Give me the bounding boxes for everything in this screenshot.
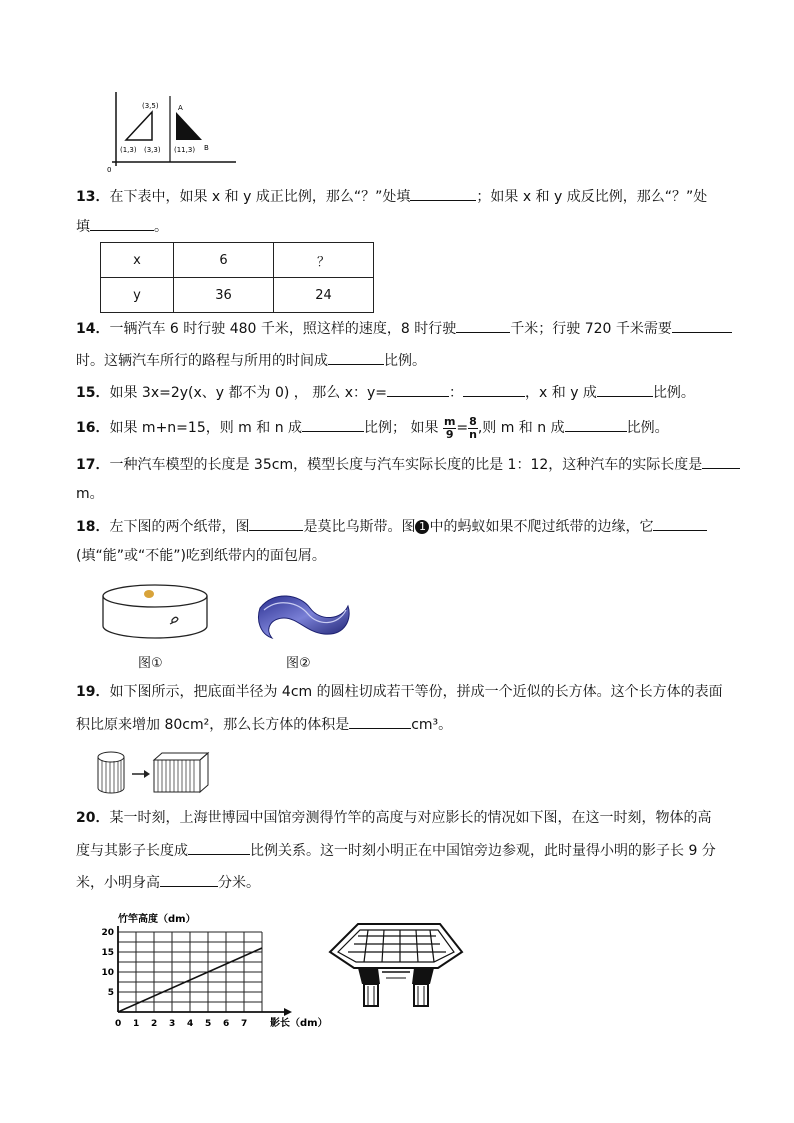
q16-blank-2[interactable] — [565, 417, 627, 432]
q13-text-d: 。 — [154, 219, 168, 235]
x-tick-label: 0 — [115, 1019, 122, 1029]
q20-text-a: 某一时刻，上海世博园中国馆旁测得竹竿的高度与对应影长的情况如下图，在这一时刻，物体的高 — [109, 810, 712, 826]
fraction-numerator: m — [443, 414, 456, 428]
q17-line1 — [76, 454, 740, 475]
table-row — [101, 243, 374, 278]
q19-number: 19． — [76, 684, 110, 700]
q15-text-c: ，x 和 y 成 — [525, 385, 597, 401]
table-cell: x — [101, 243, 174, 278]
circled-number: 1 — [415, 520, 429, 534]
q20-text-e: 分米。 — [218, 875, 260, 891]
q13-table — [100, 242, 374, 313]
mobius-strip-figure — [254, 588, 354, 644]
q15-text-a: 如果 3x=2y(x、y 都不为 0) ， 那么 x：y= — [109, 385, 388, 401]
q18-number: 18． — [76, 519, 110, 535]
label-top: (3,5) — [142, 102, 159, 110]
x-tick-label: 2 — [151, 1019, 158, 1029]
q17-text-b: m。 — [76, 486, 104, 502]
q18-blank-2[interactable] — [653, 516, 707, 531]
paper-ring-figure — [100, 582, 210, 644]
q17-text-a: 一种汽车模型的长度是 35cm，模型长度与汽车实际长度的比是 1：12，这种汽车的实际长度是 — [109, 457, 703, 473]
q18-text-d: (填“能”或“不能”)吃到纸带内的面包屑。 — [76, 548, 326, 564]
q15-blank-1[interactable] — [387, 382, 449, 397]
bread-crumb-icon — [144, 590, 154, 598]
chart-y-ticks — [101, 928, 114, 998]
q18-text-a: 左下图的两个纸带，图 — [109, 519, 250, 535]
q19-line2 — [76, 714, 452, 735]
q14-text-b: 千米；行驶 720 千米需要 — [510, 321, 672, 337]
q20-text-d: 米，小明身高 — [76, 875, 160, 891]
q16-text-a: 如果 m+n=15，则 m 和 n 成 — [109, 420, 303, 436]
q19-blank[interactable] — [349, 714, 411, 729]
label-a: A — [178, 104, 183, 112]
q18-line1 — [76, 516, 707, 537]
q15-line — [76, 382, 695, 403]
label-b: B — [204, 144, 209, 152]
q18-blank-1[interactable] — [249, 516, 303, 531]
cylinder-to-cuboid-figure — [94, 750, 212, 796]
x-tick-label: 1 — [133, 1019, 140, 1029]
q16-line — [76, 414, 669, 442]
triangle-coordinate-figure — [104, 90, 244, 174]
x-tick-label: 7 — [241, 1019, 248, 1029]
figure-caption-1: 图① — [138, 656, 163, 671]
q16-text-c: ,则 m 和 n 成 — [477, 420, 565, 436]
q20-line3 — [76, 872, 260, 893]
fraction-denominator: n — [469, 427, 477, 441]
q14-text-d: 比例。 — [384, 353, 426, 369]
q13-number: 13． — [76, 189, 110, 205]
china-pavilion-image — [328, 922, 464, 1008]
ant-icon — [170, 617, 178, 624]
q16-text-d: 比例。 — [626, 420, 669, 436]
q14-blank-1[interactable] — [456, 318, 510, 333]
q18-text-c: 中的蚂蚁如果不爬过纸带的边缘，它 — [429, 519, 654, 535]
q14-blank-2[interactable] — [672, 318, 732, 333]
q20-blank-2[interactable] — [160, 872, 218, 887]
q13-line1 — [76, 186, 707, 207]
q20-text-c: 比例关系。这一时刻小明正在中国馆旁边参观，此时量得小明的影子长 9 分 — [250, 843, 716, 859]
chart-x-ticks — [115, 1019, 247, 1029]
q15-number: 15． — [76, 385, 110, 401]
q15-blank-3[interactable] — [597, 382, 653, 397]
q20-text-b: 度与其影子长度成 — [76, 843, 188, 859]
q17-number: 17． — [76, 457, 110, 473]
chart-y-label: 竹竿高度（dm） — [118, 914, 196, 925]
shadow-height-chart — [96, 910, 336, 1034]
x-axis-arrow — [284, 1008, 292, 1016]
q19-text-a: 如下图所示，把底面半径为 4cm 的圆柱切成若干等份，拼成一个近似的长方体。这个长方体的表面 — [109, 684, 723, 700]
table-cell: 6 — [174, 243, 274, 278]
q15-text-d: 比例。 — [652, 385, 695, 401]
y-tick-label: 20 — [101, 928, 114, 938]
fraction-numerator: 8 — [469, 414, 477, 428]
q20-line1 — [76, 808, 711, 828]
q20-line2 — [76, 840, 716, 861]
q17-blank[interactable] — [702, 454, 740, 469]
equals-sign: = — [456, 420, 469, 436]
label-p3: (11,3) — [174, 146, 196, 154]
fraction-8-n — [468, 416, 478, 441]
x-tick-label: 5 — [205, 1019, 212, 1029]
q14-text-a: 一辆汽车 6 时行驶 480 千米，照这样的速度，8 时行驶 — [109, 321, 457, 337]
q18-line2 — [76, 546, 326, 566]
q16-text-b: 比例； 如果 — [364, 420, 439, 436]
q20-blank-1[interactable] — [188, 840, 250, 855]
q19-line1 — [76, 682, 723, 702]
q15-text-b: ： — [449, 385, 464, 401]
y-tick-label: 10 — [101, 968, 114, 978]
table-cell: y — [101, 278, 174, 313]
q13-line2 — [76, 216, 168, 237]
q13-text-b: ；如果 x 和 y 成反比例，那么“？”处 — [476, 189, 708, 205]
q13-text-a: 在下表中，如果 x 和 y 成正比例，那么“？”处填 — [109, 189, 411, 205]
y-tick-label: 15 — [101, 948, 114, 958]
triangle-outline — [126, 112, 152, 140]
q13-text-c: 填 — [76, 219, 90, 235]
y-tick-label: 5 — [107, 988, 114, 998]
q14-blank-3[interactable] — [328, 350, 384, 365]
q14-line2 — [76, 350, 426, 371]
q17-line2 — [76, 484, 104, 504]
table-cell: 36 — [174, 278, 274, 313]
q20-number: 20． — [76, 810, 110, 826]
table-cell: ？ — [274, 243, 374, 278]
q14-number: 14． — [76, 321, 110, 337]
x-tick-label: 4 — [187, 1019, 194, 1029]
origin-label: 0 — [107, 166, 112, 174]
q16-number: 16． — [76, 420, 110, 436]
x-tick-label: 3 — [169, 1019, 176, 1029]
q15-blank-2[interactable] — [463, 382, 525, 397]
q19-text-b: 积比原来增加 80cm²，那么长方体的体积是 — [76, 717, 350, 733]
q14-line1 — [76, 318, 732, 339]
x-tick-label: 6 — [223, 1019, 230, 1029]
q13-blank-1[interactable] — [410, 186, 476, 201]
q13-blank-2[interactable] — [90, 216, 154, 231]
q19-text-c: cm³。 — [411, 717, 453, 733]
fraction-denominator: 9 — [445, 427, 454, 441]
figure-caption-2: 图② — [286, 656, 311, 671]
label-p1: (1,3) — [120, 146, 137, 154]
label-p2: (3,3) — [144, 146, 161, 154]
fraction-m-9 — [443, 416, 456, 441]
q16-blank-1[interactable] — [302, 417, 364, 432]
table-row — [101, 278, 374, 313]
q14-text-c: 时。这辆汽车所行的路程与所用的时间成 — [76, 353, 328, 369]
chart-x-label: 影长（dm） — [270, 1018, 328, 1029]
q18-text-b: 是莫比乌斯带。图 — [303, 519, 416, 535]
chart-grid — [118, 932, 262, 1012]
table-cell: 24 — [274, 278, 374, 313]
triangle-filled — [176, 112, 202, 140]
